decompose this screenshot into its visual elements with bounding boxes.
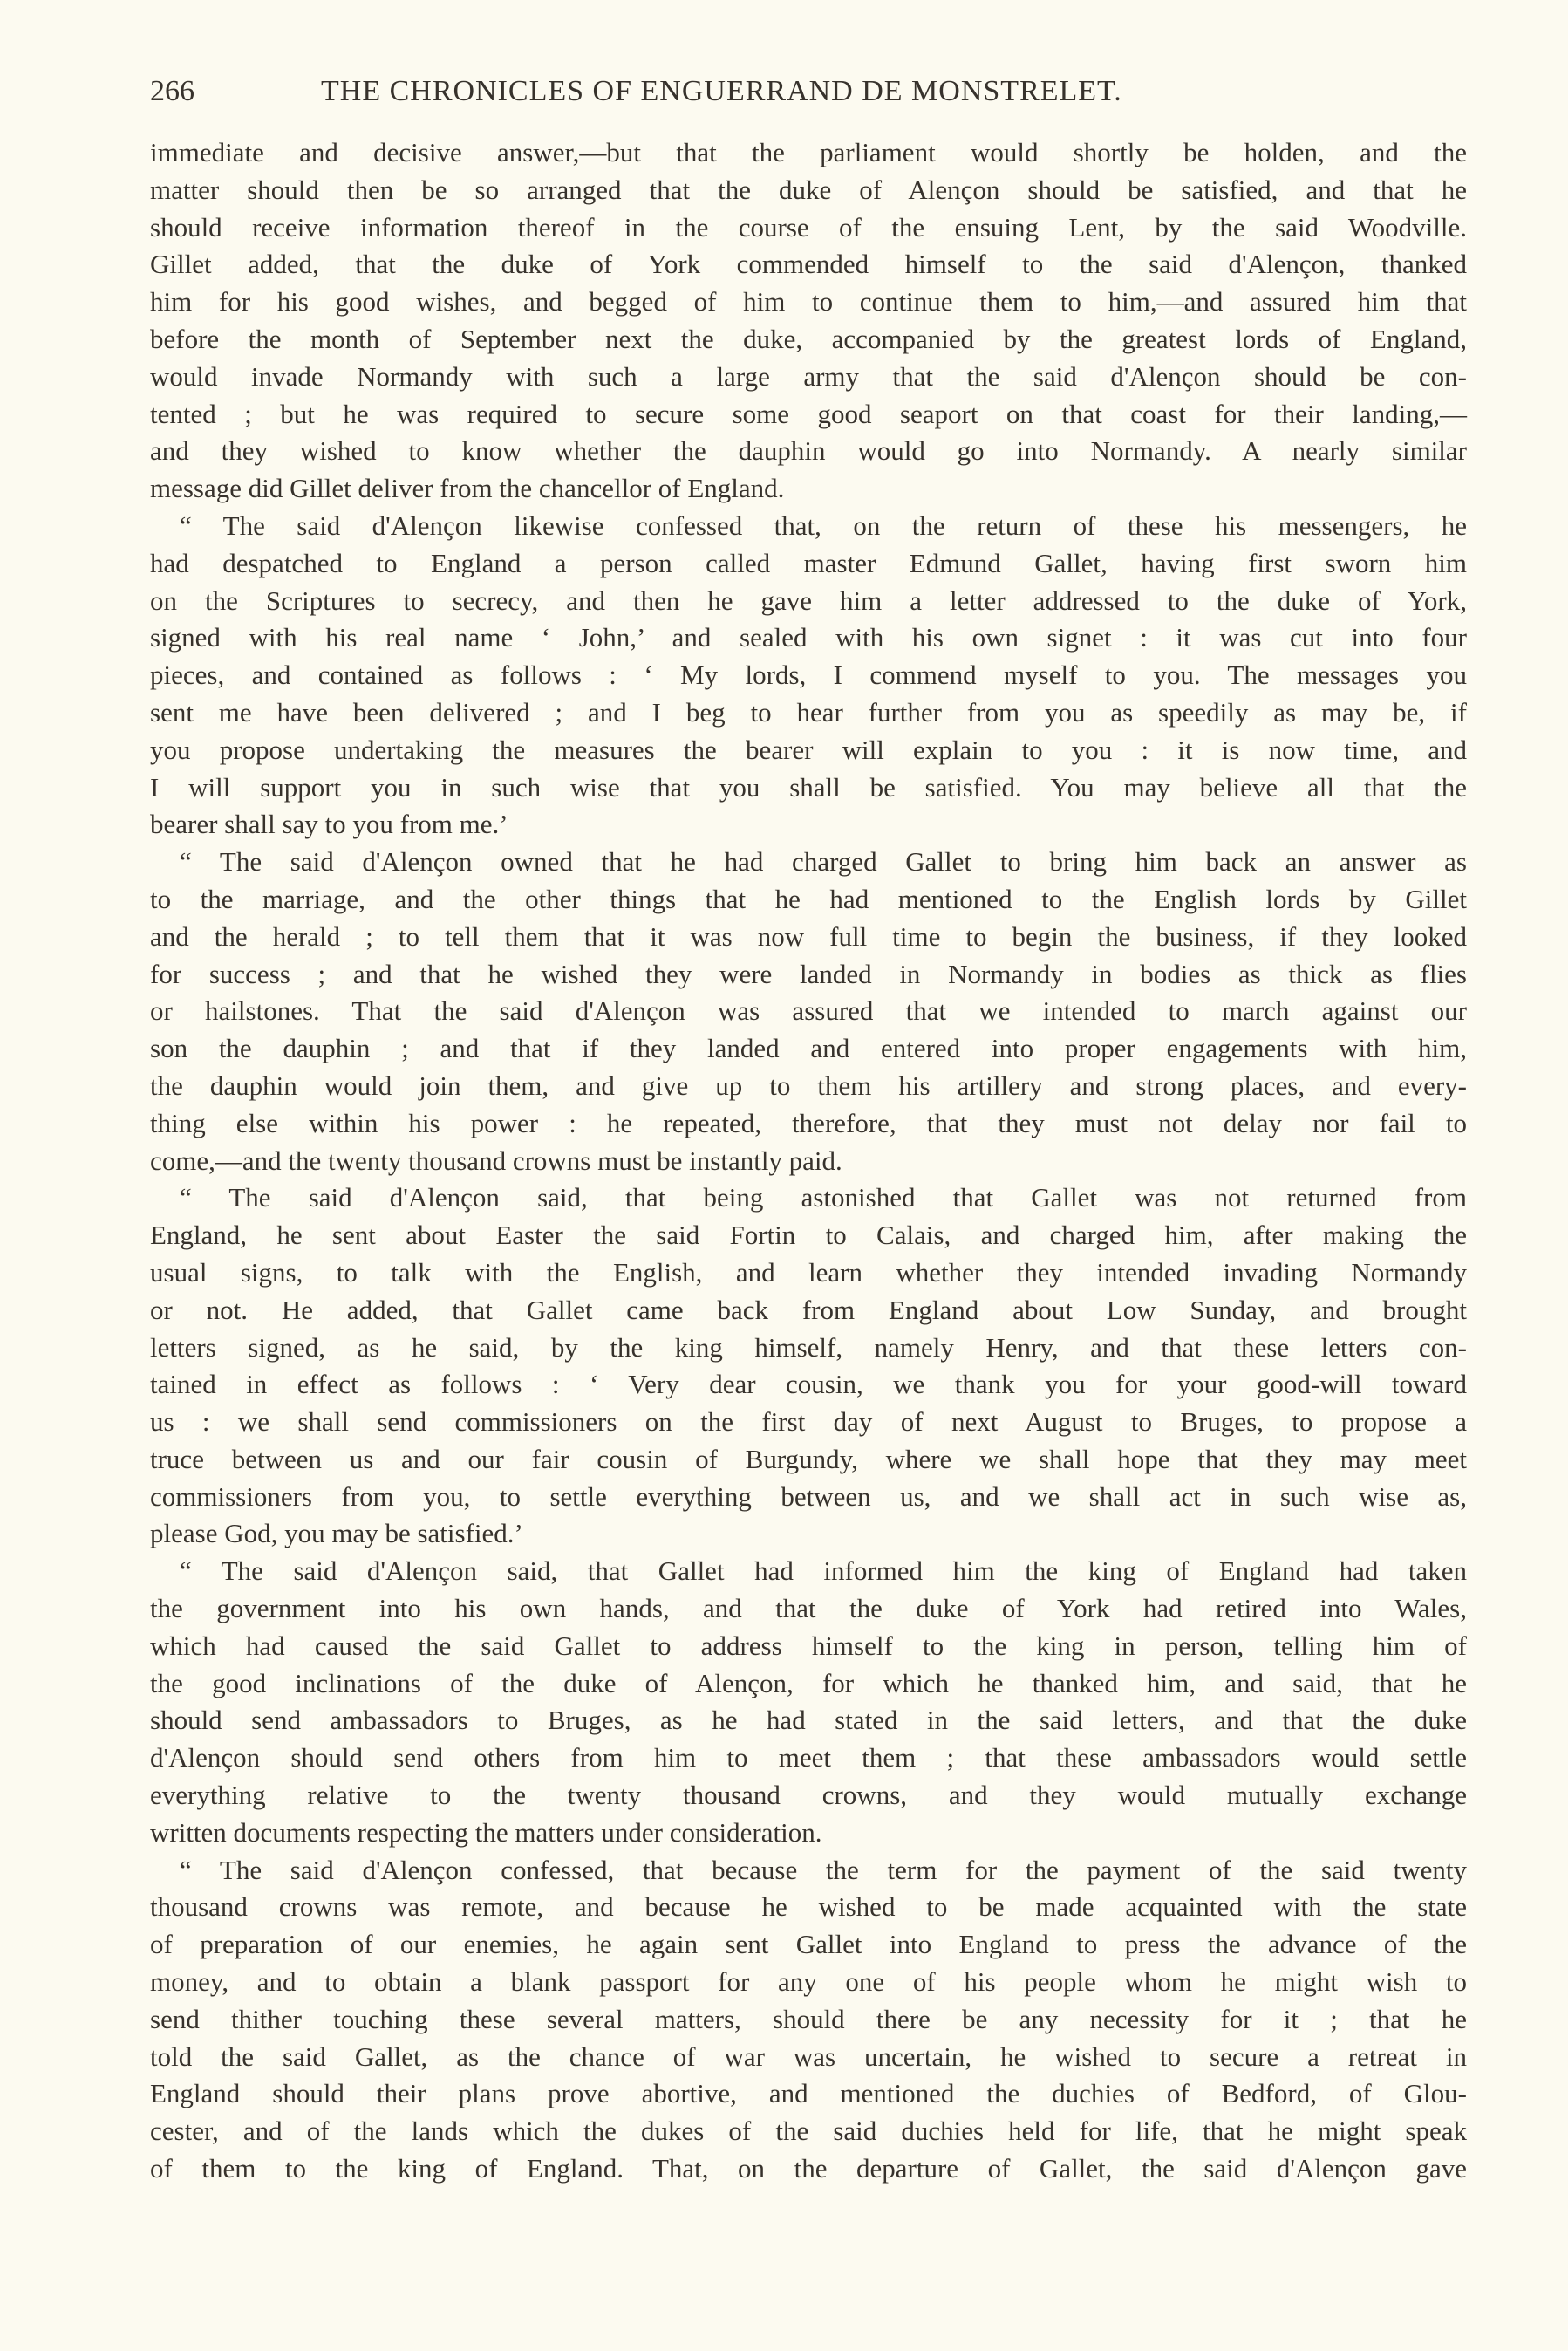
- text-line-content: or hailstones. That the said d'Alençon was assured that we intended to march against our: [150, 995, 1467, 1027]
- text-line-content: the government into his own hands, and that the duke of York had retired into Wales,: [150, 1593, 1467, 1624]
- text-line-content: commissioners from you, to settle everything between us, and we shall act in such wise as,: [150, 1480, 1467, 1512]
- text-line-content: “ The said d'Alençon likewise confessed that, on the return of these his messengers, he: [180, 509, 1467, 541]
- text-line: [150, 2039, 1467, 2076]
- text-line-content: should receive information thereof in the course of the ensuing Lent, by the said Woodville.: [150, 211, 1467, 243]
- text-line-content: sent me have been delivered ; and I beg to hear further from you as speedily as may be, if: [150, 696, 1467, 728]
- text-line-content: us : we shall send commissioners on the first day of next August to Bruges, to propose a: [150, 1406, 1467, 1438]
- text-line: [150, 1404, 1467, 1441]
- text-line-content: had despatched to England a person called master Edmund Gallet, having first sworn him: [150, 547, 1467, 578]
- text-line: [150, 321, 1467, 359]
- text-line-content: and the herald ; to tell them that it was now full time to begin the business, if they looked: [150, 920, 1467, 952]
- text-line-content: send thither touching these several matters, should there be any necessity for it ; that he: [150, 2003, 1467, 2034]
- text-line: [150, 1217, 1467, 1254]
- text-line: [150, 470, 1467, 508]
- text-line: [150, 769, 1467, 807]
- text-line: [150, 919, 1467, 956]
- paragraph: [150, 508, 1467, 844]
- text-line: [150, 433, 1467, 470]
- text-line-content: son the dauphin ; and that if they landed and entered into proper engagements with him,: [150, 1033, 1467, 1064]
- text-line-content: thing else within his power : he repeated, therefore, that they must not delay nor fail to: [150, 1107, 1467, 1138]
- text-line-content: to the marriage, and the other things that he had mentioned to the English lords by Gillet: [150, 883, 1467, 914]
- text-line: [150, 1815, 1467, 1852]
- text-line-content: money, and to obtain a blank passport for any one of his people whom he might wish to: [150, 1966, 1467, 1998]
- page-number: 266: [150, 75, 194, 107]
- running-title: THE CHRONICLES OF ENGUERRAND DE MONSTRELET.: [321, 75, 1122, 107]
- text-line-content: pieces, and contained as follows : ‘ My lords, I commend myself to you. The messages you: [150, 660, 1467, 691]
- running-header: [150, 75, 1467, 113]
- text-line-content: bearer shall say to you from me.’: [150, 809, 508, 840]
- text-line: [150, 694, 1467, 732]
- text-line: [150, 844, 1467, 881]
- text-line: [150, 806, 1467, 844]
- text-line-content: I will support you in such wise that you shall be satisfied. You may believe all that the: [150, 771, 1467, 803]
- text-line: [150, 1889, 1467, 1926]
- text-line-content: “ The said d'Alençon said, that Gallet had informed him the king of England had taken: [180, 1555, 1467, 1587]
- text-line: [150, 1515, 1467, 1553]
- text-line: [150, 1964, 1467, 2001]
- text-line: [150, 246, 1467, 284]
- text-line: [150, 1105, 1467, 1143]
- text-line-content: matter should then be so arranged that the duke of Alençon should be satisfied, and that he: [150, 174, 1467, 205]
- text-line: [150, 657, 1467, 694]
- text-line-content: you propose undertaking the measures the bearer will explain to you : it is now time, and: [150, 734, 1467, 765]
- text-line-content: or not. He added, that Gallet came back from England about Low Sunday, and brought: [150, 1294, 1467, 1325]
- paragraph: [150, 844, 1467, 1179]
- text-line-content: England should their plans prove abortive, and mentioned the duchies of Bedford, of Glou-: [150, 2078, 1467, 2109]
- text-line: [150, 1441, 1467, 1479]
- text-line: [150, 2075, 1467, 2113]
- text-line-content: told the said Gallet, as the chance of war was uncertain, he wished to secure a retreat in: [150, 2040, 1467, 2072]
- text-line-content: cester, and of the lands which the dukes of the said duchies held for life, that he might speak: [150, 2115, 1467, 2147]
- text-line: [150, 134, 1467, 172]
- text-line: [150, 172, 1467, 209]
- text-line: [150, 1739, 1467, 1777]
- text-line: [150, 956, 1467, 994]
- text-line-content: of them to the king of England. That, on the departure of Gallet, the said d'Alençon gave: [150, 2153, 1467, 2184]
- page-body: [150, 134, 1467, 2188]
- text-line-content: before the month of September next the duke, accompanied by the greatest lords of England,: [150, 323, 1467, 354]
- text-line: [150, 209, 1467, 247]
- text-line: [150, 1926, 1467, 1964]
- text-line: [150, 1702, 1467, 1739]
- text-line: [150, 732, 1467, 769]
- text-line-content: would invade Normandy with such a large army that the said d'Alençon should be con-: [150, 360, 1467, 392]
- text-line: [150, 545, 1467, 583]
- text-line-content: “ The said d'Alençon owned that he had charged Gallet to bring him back an answer as: [180, 846, 1467, 878]
- text-line: [150, 881, 1467, 919]
- text-line-content: on the Scriptures to secrecy, and then he gave him a letter addressed to the duke of York,: [150, 584, 1467, 616]
- text-line-content: which had caused the said Gallet to address himself to the king in person, telling him of: [150, 1630, 1467, 1661]
- text-line: [150, 2150, 1467, 2188]
- paragraph: [150, 1179, 1467, 1553]
- text-line: [150, 1590, 1467, 1628]
- text-line: [150, 1068, 1467, 1105]
- text-line: [150, 619, 1467, 657]
- text-line: [150, 1852, 1467, 1890]
- text-line-content: “ The said d'Alençon said, that being astonished that Gallet was not returned from: [180, 1182, 1467, 1213]
- text-line: [150, 359, 1467, 396]
- text-line-content: of preparation of our enemies, he again sent Gallet into England to press the advance of the: [150, 1929, 1467, 1960]
- text-line-content: should send ambassadors to Bruges, as he had stated in the said letters, and that the duke: [150, 1705, 1467, 1736]
- text-line-content: England, he sent about Easter the said Fortin to Calais, and charged him, after making the: [150, 1220, 1467, 1251]
- text-line-content: immediate and decisive answer,—but that the parliament would shortly be holden, and the: [150, 137, 1467, 167]
- text-line: [150, 1665, 1467, 1703]
- paragraph: [150, 1553, 1467, 1851]
- text-line-content: for success ; and that he wished they were landed in Normandy in bodies as thick as flies: [150, 958, 1467, 989]
- text-line-content: the good inclinations of the duke of Alençon, for which he thanked him, and said, that he: [150, 1667, 1467, 1698]
- text-line: [150, 1254, 1467, 1292]
- paragraph: [150, 1852, 1467, 2188]
- text-line: [150, 2113, 1467, 2150]
- text-line-content: Gillet added, that the duke of York commended himself to the said d'Alençon, thanked: [150, 249, 1467, 280]
- text-line: [150, 1553, 1467, 1590]
- text-line-content: d'Alençon should send others from him to meet them ; that these ambassadors would settle: [150, 1742, 1467, 1774]
- text-line: [150, 1030, 1467, 1068]
- text-line: [150, 1292, 1467, 1329]
- text-line-content: tented ; but he was required to secure some good seaport on that coast for their landing,—: [150, 398, 1467, 429]
- text-line-content: usual signs, to talk with the English, and learn whether they intended invading Normandy: [150, 1256, 1467, 1288]
- text-line: [150, 1366, 1467, 1404]
- paragraph: [150, 134, 1467, 508]
- text-line-content: the dauphin would join them, and give up to them his artillery and strong places, and every-: [150, 1070, 1467, 1101]
- text-line-content: truce between us and our fair cousin of Burgundy, where we shall hope that they may meet: [150, 1443, 1467, 1474]
- text-line: [150, 1628, 1467, 1665]
- text-line-content: thousand crowns was remote, and because he wished to be made acquainted with the state: [150, 1891, 1467, 1923]
- text-line: [150, 1329, 1467, 1367]
- text-line: [150, 993, 1467, 1030]
- text-line: [150, 1143, 1467, 1180]
- text-line: [150, 583, 1467, 620]
- text-line-content: come,—and the twenty thousand crowns must be instantly paid.: [150, 1145, 842, 1176]
- text-line: [150, 508, 1467, 545]
- text-line-content: please God, you may be satisfied.’: [150, 1518, 523, 1549]
- text-line: [150, 1777, 1467, 1815]
- text-line-content: and they wished to know whether the dauphin would go into Normandy. A nearly similar: [150, 435, 1467, 467]
- text-line-content: written documents respecting the matters under consideration.: [150, 1816, 822, 1848]
- text-line-content: message did Gillet deliver from the chancellor of England.: [150, 473, 785, 504]
- text-line: [150, 396, 1467, 434]
- text-line-content: him for his good wishes, and begged of him to continue them to him,—and assured him that: [150, 286, 1467, 318]
- text-line: [150, 284, 1467, 321]
- text-line-content: signed with his real name ‘ John,’ and sealed with his own signet : it was cut into four: [150, 622, 1467, 653]
- text-line-content: letters signed, as he said, by the king himself, namely Henry, and that these letters con-: [150, 1331, 1467, 1363]
- text-line-content: everything relative to the twenty thousand crowns, and they would mutually exchange: [150, 1780, 1467, 1811]
- text-line-content: “ The said d'Alençon confessed, that because the term for the payment of the said twenty: [180, 1854, 1467, 1885]
- text-line: [150, 1179, 1467, 1217]
- text-line: [150, 2001, 1467, 2039]
- text-line-content: tained in effect as follows : ‘ Very dear cousin, we thank you for your good-will toward: [150, 1369, 1467, 1400]
- text-line: [150, 1479, 1467, 1516]
